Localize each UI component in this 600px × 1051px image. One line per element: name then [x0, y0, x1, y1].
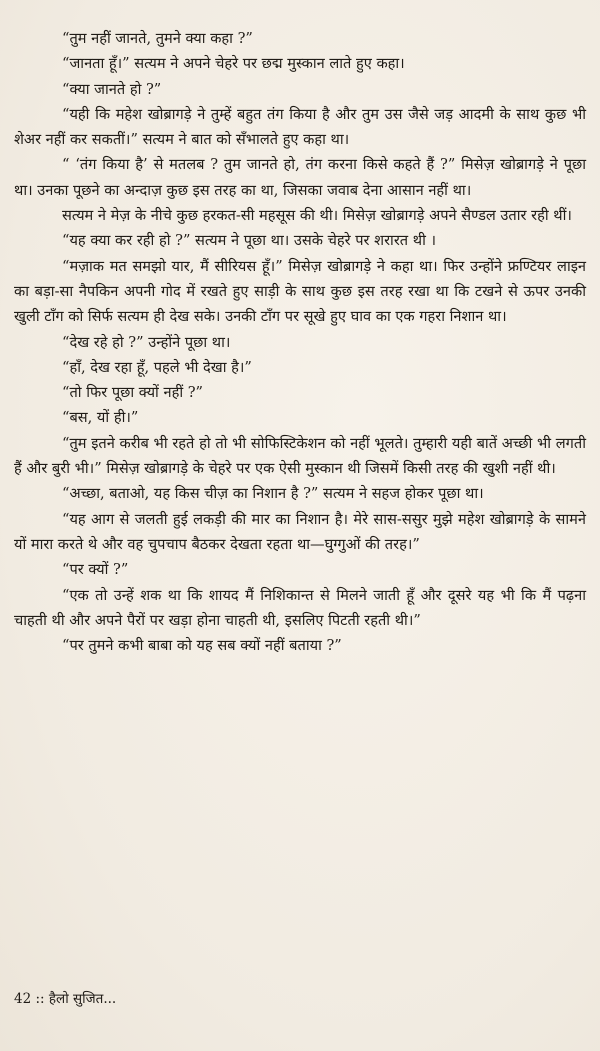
paragraph: “अच्छा, बताओ, यह किस चीज़ का निशान है ?” सत्यम ने सहज होकर पूछा था। — [62, 485, 484, 503]
paragraph: “देख रहे हो ?” उन्होंने पूछा था। — [62, 333, 231, 351]
paragraph: सत्यम ने मेज़ के नीचे कुछ हरकत-सी महसूस की थी। मिसेज़ खोब्रागड़े अपने सैण्डल उतार रही थीं। — [62, 207, 572, 225]
footer-separator: :: — [35, 991, 45, 1007]
paragraph: “एक तो उन्हें शक था कि शायद मैं निशिकान्त से मिलने जाती हूँ और दूसरे यह भी कि मैं पढ़ना चाहती थी और अपने पैरों पर खड़ा होना चाहती थी, इसलिए पिटती रहती थी।” — [14, 586, 586, 629]
paragraph: “तुम नहीं जानते, तुमने क्या कहा ?” — [62, 30, 253, 47]
paragraph: “पर क्यों ?” — [62, 561, 129, 579]
paragraph: “मज़ाक मत समझो यार, मैं सीरियस हूँ।” मिसेज़ खोब्रागड़े ने कहा था। फिर उन्होंने फ्रण्टियर लाइन का बड़ा-सा नैपकिन अपनी गोद में रखते हुए साड़ी के साथ कुछ इस तरह रखा था कि टखने से ऊपर उनकी खुली टाँग को सिर्फ सत्यम ही देख सके। उनकी टाँग पर सूखे हुए घाव का एक गहरा निशान था। — [14, 257, 586, 326]
page-body-text — [14, 26, 586, 658]
page-footer — [14, 989, 116, 1007]
paragraph: “यह आग से जलती हुई लकड़ी की मार का निशान है। मेरे सास-ससुर मुझे महेश खोब्रागड़े के सामने यों मारा करते थे और वह चुपचाप बैठकर देखता रहता था—घुग्गुओं की तरह।” — [14, 510, 586, 553]
paragraph: “जानता हूँ।” सत्यम ने अपने चेहरे पर छद्म मुस्कान लाते हुए कहा। — [62, 55, 405, 73]
paragraph: “तुम इतने करीब भी रहते हो तो भी सोफिस्टिकेशन को नहीं भूलते। तुम्हारी यही बातें अच्छी भी लगती हैं और बुरी भी।” मिसेज़ खोब्रागड़े के चेहरे पर एक ऐसी मुस्कान थी जिसमें किसी तरह की खुशी नहीं थी। — [14, 434, 586, 478]
page-number: 42 — [14, 991, 32, 1007]
paragraph: “तो फिर पूछा क्यों नहीं ?” — [62, 384, 204, 402]
paragraph: “पर तुमने कभी बाबा को यह सब क्यों नहीं बताया ?” — [62, 637, 342, 655]
paragraph: “बस, यों ही।” — [62, 409, 139, 427]
paragraph: “यही कि महेश खोब्रागड़े ने तुम्हें बहुत तंग किया है और तुम उस जैसे जड़ आदमी के साथ कुछ भी शेअर नहीं कर सकतीं।” सत्यम ने बात को सँभालते हुए कहा था। — [14, 105, 586, 149]
paragraph: “हाँ, देख रहा हूँ, पहले भी देखा है।” — [62, 358, 252, 376]
paragraph: “क्या जानते हो ?” — [62, 80, 162, 98]
paragraph: “यह क्या कर रही हो ?” सत्यम ने पूछा था। उसके चेहरे पर शरारत थी । — [62, 232, 437, 250]
paragraph: “ ‘तंग किया है’ से मतलब ? तुम जानते हो, तंग करना किसे कहते हैं ?” मिसेज़ खोब्रागड़े ने पूछा था। उनका पूछने का अन्दाज़ कुछ इस तरह का था, जिसका जवाब देना आसान नहीं था। — [14, 156, 586, 199]
book-title: हैलो सुजित... — [48, 991, 117, 1007]
